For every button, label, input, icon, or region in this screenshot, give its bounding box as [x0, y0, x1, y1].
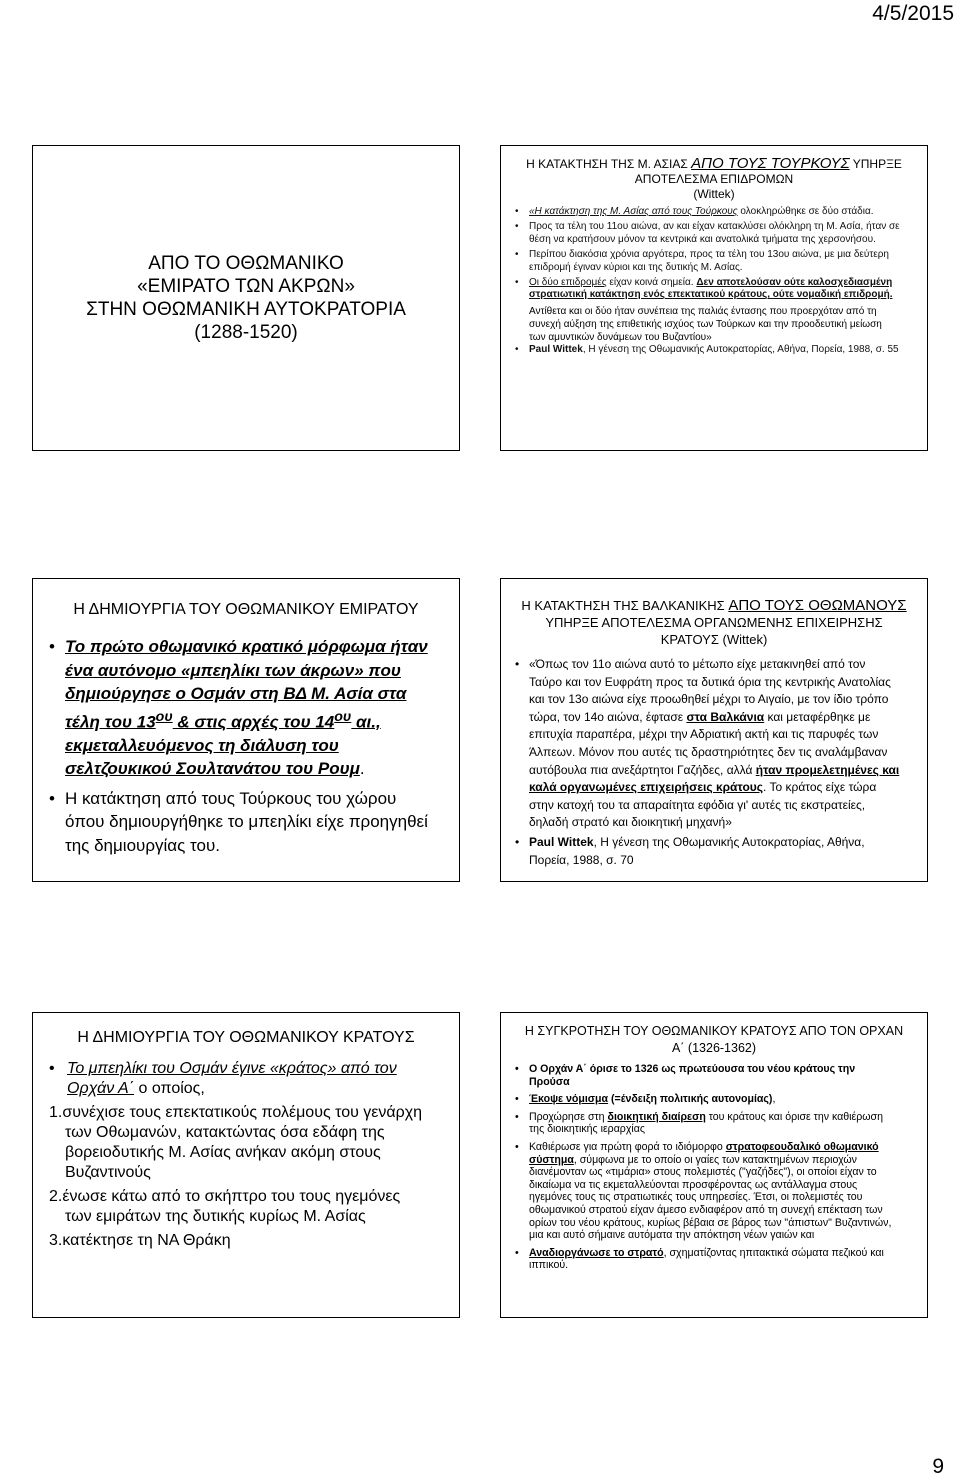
title-line: «ΕΜΙΡΑΤΟ ΤΩΝ ΑΚΡΩΝ» — [137, 276, 355, 297]
numbered-item: 1.συνέχισε τους επεκτατικούς πολέμους του γενάρχη των Οθωμανών, κατακτώντας όσα εδάφη της βορειοδυτικής Μ. Ασίας ανήκαν ακόμη στους Βυζαντινούς — [49, 1104, 423, 1181]
list-item: • Καθιέρωσε για πρώτη φορά το ιδιόμορφο στρατοφεουδαλικό οθωμανικό σύστημα, σύμφωνα με το οποίο οι γαίες των κατακτημένων περιοχών διανέμονταν ως «τιμάρια» στους πολεμιστές ("γαζήδες"), οι οποίοι είχαν το δικαίωμα να τις εκμεταλλεύονται προσφέροντας ως αντάλλαγμα στους ηγεμόνες τους τις στρατιωτικές τους υπηρεσίες. Έτσι, οι πολεμιστές του οθωμανικού στρατού είχαν άμεσο ενδιαφέρον από τη συνεχή επέκταση των ορίων του νέου κράτους, κυρίως βέβαια σε βάρος των "άπιστων" Βυζαντινών, μια και αυτό σήμαινε αυτόματα την απόκτηση νέων γαιών και — [515, 1141, 897, 1242]
slide-1-title — [33, 146, 459, 450]
slide-6-title: Η ΣΥΓΚΡΟΤΗΣΗ ΤΟΥ ΟΘΩΜΑΝΙΚΟΥ ΚΡΑΤΟΥΣ ΑΠΟ ΤΟΝ ΟΡΧΑΝ Α΄ (1326-1362) — [524, 1024, 904, 1055]
slide-5-title: Η ΔΗΜΙΟΥΡΓΙΑ ΤΟΥ ΟΘΩΜΑΝΙΚΟΥ ΚΡΑΤΟΥΣ — [77, 1029, 415, 1046]
slide-5-body — [49, 1059, 431, 1251]
slide-5 — [32, 1012, 460, 1318]
slide-6 — [500, 1012, 928, 1318]
slide-4-bullets — [515, 656, 901, 832]
page-number: 9 — [932, 1455, 944, 1478]
list-item: • Προς τα τέλη του 11ου αιώνα, αν και είχαν κατακλύσει ολόκληρη τη Μ. Ασία, ήταν σε θέση να κρατήσουν μόνον τα κεντρικά και ανατολικά τμήματα της χερσονήσου. — [515, 221, 901, 246]
quote-continuation: Αντίθετα και οι δύο ήταν συνέπεια της παλιάς έντασης που προερχόταν από τη συνεχή αύξηση της επιθετικής ισχύος των Τούρκων και την προοδευτική μείωση των αμυντικών δυνάμεων του Βυζαντίου» — [529, 305, 882, 343]
list-item: • Ο Ορχάν Α΄ όρισε το 1326 ως πρωτεύουσα του νέου κράτους την Προύσα — [515, 1063, 897, 1088]
slide-4-title: Η ΚΑΤΑΚΤΗΣΗ ΤΗΣ ΒΑΛΚΑΝΙΚΗΣ ΑΠΟ ΤΟΥΣ ΟΘΩΜΑΝΟΥΣ ΥΠΗΡΞΕ ΑΠΟΤΕΛΕΣΜΑ ΟΡΓΑΝΩΜΕΝΗΣ ΕΠΙΧΕΙΡΗΣΗΣ ΚΡΑΤΟΥΣ (Wittek) — [521, 597, 907, 647]
citation — [515, 344, 901, 356]
slide-4 — [500, 578, 928, 882]
page-date: 4/5/2015 — [872, 2, 954, 25]
title-line: ΣΤΗΝ ΟΘΩΜΑΝΙΚΗ ΑΥΤΟΚΡΑΤΟΡΙΑ — [86, 299, 406, 320]
citation — [515, 834, 901, 869]
slide-6-bullets — [515, 1063, 897, 1272]
title-line: ΑΠΟ ΤΟ ΟΘΩΜΑΝΙΚΟ — [148, 253, 344, 274]
list-item: • Αναδιοργάνωσε το στρατό, σχηματίζοντας ηπιτακτικά σώματα πεζικού και ιππικού. — [515, 1247, 897, 1272]
list-item: • Η κατάκτηση από τους Τούρκους του χώρου όπου δημιουργήθηκε το μπεηλίκι είχε προηγηθεί της δημιουργίας του. — [49, 787, 431, 858]
list-item: • Το πρώτο οθωμανικό κρατικό μόρφωμα ήταν ένα αυτόνομο «μπεηλίκι των άκρων» που δημιούργησε ο Οσμάν στη ΒΔ Μ. Ασία στα τέλη του $13^{o\upsilon}$ & στις αρχές του $14^{o\upsilon}$ αι., εκμεταλλευόμενος τη διάλυση του σελτζουκικού Σουλτανάτου του Ρουμ. — [49, 635, 431, 781]
slide-3-title: Η ΔΗΜΙΟΥΡΓΙΑ ΤΟΥ ΟΘΩΜΑΝΙΚΟΥ ΕΜΙΡΑΤΟΥ — [73, 601, 419, 618]
slide-2 — [500, 145, 928, 451]
list-item: • Το μπεηλίκι του Οσμάν έγινε «κράτος» από τον Ορχάν Α΄ ο οποίος, — [49, 1059, 431, 1099]
slide-3 — [32, 578, 460, 882]
list-item: • Paul Wittek, Η γένεση της Οθωμανικής Αυτοκρατορίας, Αθήνα, Πορεία, 1988, σ. 70 — [515, 834, 901, 869]
numbered-item: 3.κατέκτησε τη ΝΑ Θράκη — [49, 1232, 231, 1249]
slide-1 — [32, 145, 460, 451]
list-item: • Έκοψε νόμισμα (=ένδειξη πολιτικής αυτονομίας), — [515, 1093, 897, 1106]
list-item: • «Όπως τον 11ο αιώνα αυτό το μέτωπο είχε μετακινηθεί από τον Ταύρο και τον Ευφράτη προς τα δυτικά όρια της κεντρικής Ανατολίας και τον 13ο αιώνα είχε προωθηθεί μέχρι το Αιγαίο, με τον ίδιο τρόπο τώρα, τον 14ο αιώνα, έφτασε στα Βαλκάνια και μεταφέρθηκε με επιτυχία παραπέρα, μέχρι την Αδριατική ακτή και τις παρυφές των Άλπεων. Μόνον που αυτές τις δραστηριότητες δεν τις αναλάμβαναν αυτόβουλα πια ανεξάρτητοι Γαζήδες, αλλά ήταν προμελετημένες και καλά οργανωμένες επιχειρήσεις κράτους. Το κράτος είχε τώρα στην κατοχή του τα απαραίτητα εφόδια γι' αυτές τις εκστρατείες, δηλαδή στρατό και διοικητική μηχανή» — [515, 656, 901, 832]
list-item: • Προχώρησε στη διοικητική διαίρεση του κράτους και όρισε την καθιέρωση της διοικητικής ιεραρχίας — [515, 1111, 897, 1136]
title-line: (1288-1520) — [194, 322, 298, 343]
list-item: • Paul Wittek, Η γένεση της Οθωμανικής Αυτοκρατορίας, Αθήνα, Πορεία, 1988, σ. 55 — [515, 344, 901, 356]
slide-5-bullets — [49, 1059, 431, 1099]
list-item: • Περίπου διακόσια χρόνια αργότερα, προς τα τέλη του 13ου αιώνα, με μια δεύτερη επιδρομή έγιναν κύριοι και της δυτικής Μ. Ασίας. — [515, 249, 901, 274]
list-item: • «Η κατάκτηση της Μ. Ασίας από τους Τούρκους ολοκληρώθηκε σε δύο στάδια. — [515, 206, 901, 218]
slide-3-bullets — [49, 635, 431, 857]
list-item: • Οι δύο επιδρομές είχαν κοινά σημεία. Δεν αποτελούσαν ούτε καλοσχεδιασμένη στρατιωτική κατάκτηση ενός επεκτατικού κράτους, ούτε νομαδική επιδρομή. — [515, 277, 901, 302]
slide-2-title: Η ΚΑΤΑΚΤΗΣΗ ΤΗΣ Μ. ΑΣΙΑΣ ΑΠΟ ΤΟΥΣ ΤΟΥΡΚΟΥΣ ΥΠΗΡΞΕ ΑΠΟΤΕΛΕΣΜΑ ΕΠΙΔΡΟΜΩΝ (Wittek) — [526, 155, 902, 201]
numbered-item: 2.ένωσε κάτω από το σκήπτρο του τους ηγεμόνες των εμιράτων της δυτικής κυρίως Μ. Ασίας — [49, 1188, 401, 1225]
slide-2-bullets — [515, 206, 901, 302]
